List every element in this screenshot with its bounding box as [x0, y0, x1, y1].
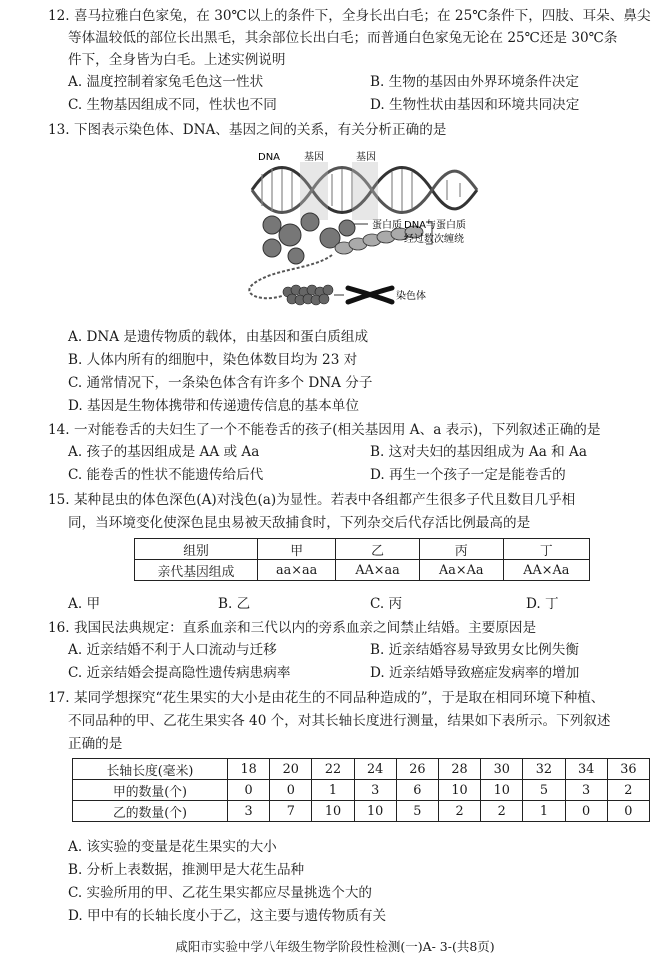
label-chromosome: 染色体: [396, 291, 426, 302]
table-cell: 0: [270, 780, 312, 801]
table-cell: 5: [523, 780, 565, 801]
table-cell: aa×aa: [258, 560, 336, 581]
q14-option-b[interactable]: B. 这对夫妇的基因组成为 Aa 和 Aa: [370, 444, 587, 460]
q13-stem: 13. 下图表示染色体、DNA、基因之间的关系，有关分析正确的是: [48, 122, 447, 138]
table-cell: 30: [481, 759, 523, 780]
q17-table: [72, 758, 650, 822]
table-cell: 0: [565, 801, 607, 822]
label-gene-1: 基因: [304, 152, 324, 163]
chromosome-dna-gene-diagram: [232, 150, 502, 312]
table-cell: 2: [438, 801, 480, 822]
table-cell: 3: [354, 780, 396, 801]
q15-option-b[interactable]: B. 乙: [218, 596, 251, 612]
q12-stem-line1: 12. 喜马拉雅白色家兔，在 30℃以上的条件下，全身长出白毛；在 25℃条件下，四肢、耳朵、鼻尖: [48, 8, 651, 24]
q17-option-d[interactable]: D. 甲中有的长轴长度小于乙，这主要与遗传物质有关: [68, 908, 387, 924]
q12-option-d[interactable]: D. 生物性状由基因和环境共同决定: [370, 97, 580, 113]
gene-highlight-1: [300, 162, 328, 220]
q15-table: [134, 538, 590, 581]
table-cell: 2: [481, 801, 523, 822]
q14-option-c[interactable]: C. 能卷舌的性状不能遗传给后代: [68, 467, 264, 483]
label-coil-2: 经过数次缠绕: [404, 234, 464, 245]
q14-stem: 14. 一对能卷舌的夫妇生了一个不能卷舌的孩子(相关基因用 A、a 表示)，下列叙述正确的是: [48, 422, 601, 438]
q15-option-c[interactable]: C. 丙: [370, 596, 403, 612]
gene-highlight-2: [352, 162, 378, 220]
q13-option-d[interactable]: D. 基因是生物体携带和传递遗传信息的基本单位: [68, 398, 359, 414]
chromosome-x-shape: [348, 288, 392, 302]
table-cell: 5: [396, 801, 438, 822]
table-cell: 36: [607, 759, 649, 780]
table-cell: 1: [523, 801, 565, 822]
table-cell: 0: [607, 801, 649, 822]
q15-stem-line2: 同，当环境变化使深色昆虫易被天敌捕食时，下列杂交后代存活比例最高的是: [68, 515, 531, 531]
protein-beads: [263, 213, 355, 264]
table-cell: 10: [354, 801, 396, 822]
q17-option-b[interactable]: B. 分析上表数据，推测甲是大花生品种: [68, 862, 305, 878]
q15-option-a[interactable]: A. 甲: [68, 596, 101, 612]
q13-option-c[interactable]: C. 通常情况下，一条染色体含有许多个 DNA 分子: [68, 375, 373, 391]
q12-option-b[interactable]: B. 生物的基因由外界环境条件决定: [370, 74, 579, 90]
table-cell: 亲代基因组成: [135, 560, 258, 581]
table-row: [73, 759, 650, 780]
q12-stem-line2: 等体温较低的部位长出黑毛，其余部位长出白毛；而普通白色家兔无论在 25℃还是 30℃条: [68, 30, 618, 46]
table-cell: 32: [523, 759, 565, 780]
table-cell: 26: [396, 759, 438, 780]
q13-option-a[interactable]: A. DNA 是遗传物质的载体，由基因和蛋白质组成: [68, 329, 369, 345]
q14-option-a[interactable]: A. 孩子的基因组成是 AA 或 Aa: [68, 444, 260, 460]
q12-option-a[interactable]: A. 温度控制着家兔毛色这一性状: [68, 74, 264, 90]
q15-stem-line1: 15. 某种昆虫的体色深色(A)对浅色(a)为显性。若表中各组都产生很多子代且数目几乎相: [48, 492, 576, 508]
table-cell: AA×Aa: [503, 560, 589, 581]
table-header-cell: 乙: [336, 539, 420, 560]
q16-option-c[interactable]: C. 近亲结婚会提高隐性遗传病患病率: [68, 665, 291, 681]
q17-option-a[interactable]: A. 该实验的变量是花生果实的大小: [68, 839, 277, 855]
table-header-cell: 甲的数量(个): [73, 780, 228, 801]
table-cell: 10: [438, 780, 480, 801]
q16-option-a[interactable]: A. 近亲结婚不利于人口流动与迁移: [68, 642, 277, 658]
table-header-cell: 甲: [258, 539, 336, 560]
label-dna: DNA: [258, 152, 281, 163]
q17-stem-line2: 不同品种的甲、乙花生果实各 40 个，对其长轴长度进行测量，结果如下表所示。下列叙述: [68, 713, 611, 729]
table-row: [73, 780, 650, 801]
table-cell: 7: [270, 801, 312, 822]
q17-stem-line1: 17. 某同学想探究“花生果实的大小是由花生的不同品种造成的”，于是取在相同环境下种植、: [48, 690, 605, 706]
q16-option-d[interactable]: D. 近亲结婚导致癌症发病率的增加: [370, 665, 580, 681]
q16-stem: 16. 我国民法典规定：直系血亲和三代以内的旁系血亲之间禁止结婚。主要原因是: [48, 620, 537, 636]
table-row: [135, 539, 590, 560]
table-cell: 0: [228, 780, 270, 801]
table-cell: 2: [607, 780, 649, 801]
q13-option-b[interactable]: B. 人体内所有的细胞中，染色体数目均为 23 对: [68, 352, 358, 368]
q16-option-b[interactable]: B. 近亲结婚容易导致男女比例失衡: [370, 642, 579, 658]
table-cell: 3: [565, 780, 607, 801]
table-cell: 20: [270, 759, 312, 780]
q17-option-c[interactable]: C. 实验所用的甲、乙花生果实都应尽量挑选个大的: [68, 885, 373, 901]
table-row: [73, 801, 650, 822]
table-row: [135, 560, 590, 581]
table-header-cell: 长轴长度(毫米): [73, 759, 228, 780]
page-footer: 咸阳市实验中学八年级生物学阶段性检测(一)A- 3-(共8页): [175, 939, 495, 954]
table-cell: 10: [481, 780, 523, 801]
q15-option-d[interactable]: D. 丁: [526, 596, 559, 612]
table-cell: 22: [312, 759, 354, 780]
table-header-cell: 乙的数量(个): [73, 801, 228, 822]
table-header-cell: 丁: [503, 539, 589, 560]
table-cell: AA×aa: [336, 560, 420, 581]
q17-stem-line3: 正确的是: [68, 736, 123, 752]
table-cell: Aa×Aa: [419, 560, 503, 581]
q12-option-c[interactable]: C. 生物基因组成不同，性状也不同: [68, 97, 277, 113]
chromatin-blob: [283, 285, 333, 305]
table-cell: 28: [438, 759, 480, 780]
label-protein: 蛋白质: [372, 220, 402, 231]
q14-option-d[interactable]: D. 再生一个孩子一定是能卷舌的: [370, 467, 566, 483]
table-cell: 1: [312, 780, 354, 801]
label-coil-1: DNA与蛋白质: [404, 220, 467, 231]
table-cell: 3: [228, 801, 270, 822]
table-cell: 24: [354, 759, 396, 780]
table-cell: 6: [396, 780, 438, 801]
table-cell: 10: [312, 801, 354, 822]
table-header-cell: 丙: [419, 539, 503, 560]
label-gene-2: 基因: [356, 152, 376, 163]
table-cell: 18: [228, 759, 270, 780]
table-header-cell: 组别: [135, 539, 258, 560]
table-cell: 34: [565, 759, 607, 780]
q12-stem-line3: 件下，全身皆为白毛。上述实例说明: [68, 52, 286, 68]
